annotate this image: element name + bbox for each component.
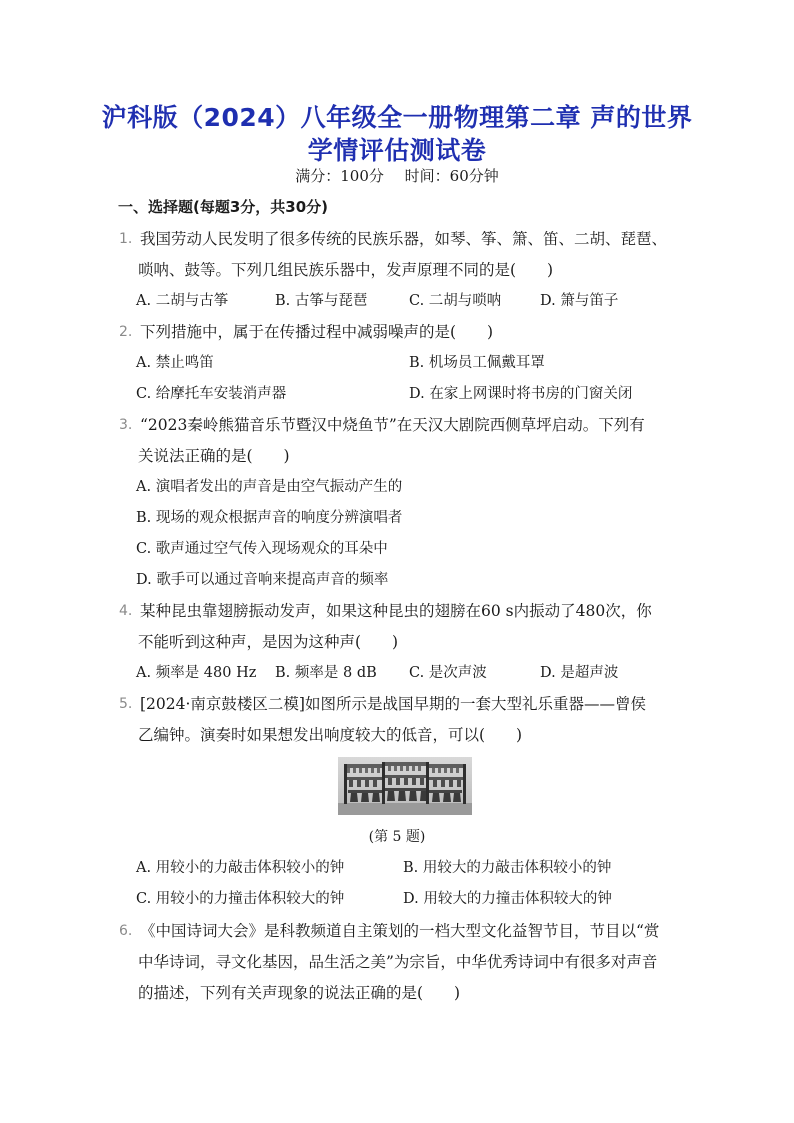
option-b: B. 用较大的力敲击体积较小的钟 — [403, 860, 612, 876]
option-b: B. 现场的观众根据声音的响度分辨演唱者 — [136, 510, 403, 526]
question-text: 关说法正确的是( ) — [138, 447, 290, 465]
question-text: 唢呐、鼓等。下列几组民族乐器中，发声原理不同的是( ) — [138, 261, 554, 279]
question-text: 《中国诗词大会》是科教频道自主策划的一档大型文化益智节目，节目以“赏 — [140, 922, 660, 940]
exam-subtitle: 学情评估测试卷 — [307, 136, 487, 165]
option-c: C. 是次声波 — [409, 665, 487, 681]
question-number: 2. — [119, 324, 133, 340]
full-score: 满分：100分 — [295, 167, 384, 185]
option-d: D. 箫与笛子 — [540, 293, 619, 309]
question-text: [2024·南京鼓楼区二模]如图所示是战国早期的一套大型礼乐重器——曾侯 — [140, 695, 646, 713]
option-a: A. 频率是 480 Hz — [136, 665, 257, 681]
option-a: A. 用较小的力敲击体积较小的钟 — [136, 860, 345, 876]
exam-title: 沪科版（2024）八年级全一册物理第二章 声的世界 — [101, 103, 693, 132]
question-number: 6. — [119, 923, 133, 939]
question-text: 乙编钟。演奏时如果想发出响度较大的低音，可以( ) — [138, 726, 523, 744]
question-text: 中华诗词，寻文化基因，品生活之美”为宗旨，中华优秀诗词中有很多对声音 — [138, 953, 658, 971]
question-number: 3. — [119, 417, 133, 433]
question-number: 1. — [119, 231, 133, 247]
section-heading: 一、选择题(每题3分，共30分) — [118, 198, 329, 216]
figure-caption: (第 5 题) — [368, 829, 426, 845]
option-a: A. 禁止鸣笛 — [136, 355, 214, 371]
option-d: D. 在家上网课时将书房的门窗关闭 — [409, 386, 633, 402]
question-text: 下列措施中，属于在传播过程中减弱噪声的是( ) — [140, 323, 494, 341]
option-a: A. 二胡与古筝 — [136, 293, 229, 309]
question-text: 我国劳动人民发明了很多传统的民族乐器，如琴、筝、箫、笛、二胡、琵琶、 — [140, 230, 668, 248]
option-b: B. 机场员工佩戴耳罩 — [409, 355, 545, 371]
option-d: D. 是超声波 — [540, 665, 619, 681]
exam-meta — [0, 165, 794, 186]
question-text: 的描述，下列有关声现象的说法正确的是( ) — [138, 984, 461, 1002]
option-c: C. 二胡与唢呐 — [409, 293, 502, 309]
bianzhong-bells-image — [338, 757, 472, 815]
time-limit: 时间：60分钟 — [404, 167, 499, 185]
option-c: C. 歌声通过空气传入现场观众的耳朵中 — [136, 541, 388, 557]
option-d: D. 用较大的力撞击体积较大的钟 — [403, 891, 612, 907]
option-b: B. 频率是 8 dB — [275, 665, 377, 681]
option-b: B. 古筝与琵琶 — [275, 293, 368, 309]
question-text: 不能听到这种声，是因为这种声( ) — [138, 633, 399, 651]
option-c: C. 给摩托车安装消声器 — [136, 386, 287, 402]
question-number: 4. — [119, 603, 133, 619]
question-text: “2023秦岭熊猫音乐节暨汉中烧鱼节”在天汉大剧院西侧草坪启动。下列有 — [140, 416, 645, 434]
question-number: 5. — [119, 696, 133, 712]
option-a: A. 演唱者发出的声音是由空气振动产生的 — [136, 479, 403, 495]
option-d: D. 歌手可以通过音响来提高声音的频率 — [136, 572, 389, 588]
question-text: 某种昆虫靠翅膀振动发声，如果这种昆虫的翅膀在60 s内振动了480次，你 — [140, 602, 652, 620]
option-c: C. 用较小的力撞击体积较大的钟 — [136, 891, 345, 907]
